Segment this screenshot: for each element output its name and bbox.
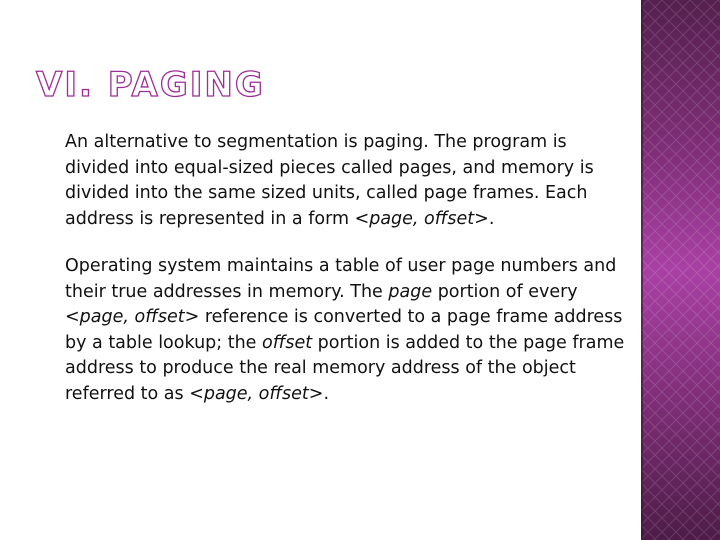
- decorative-side-panel: [641, 0, 720, 540]
- diamond-pattern: [641, 0, 720, 540]
- paragraph1-text-b: .: [488, 208, 495, 229]
- slide-title: VI. PAGING: [36, 65, 265, 105]
- paragraph2-text-d: portion is added to the page frame address to produce the real memory address of the object referred to as: [65, 332, 625, 404]
- side-panel-edge: [641, 0, 643, 540]
- term-page-offset: <page, offset>: [189, 383, 324, 404]
- paragraph-page-table: [65, 254, 625, 407]
- paragraph2-text-b: portion of every: [432, 281, 578, 302]
- paragraph2-text-a: Operating system maintains a table of user page numbers and their true addresses in memory. The: [65, 256, 617, 302]
- term-offset: offset: [262, 332, 313, 353]
- paragraph2-text-c: reference is converted to a page frame address by a table lookup; the: [65, 307, 623, 353]
- slide-body: [65, 130, 625, 407]
- paragraph-paging-definition: [65, 130, 625, 232]
- term-page-offset: <page, offset>: [65, 307, 200, 327]
- term-page: page: [388, 281, 433, 302]
- paragraph2-text-e: .: [323, 383, 330, 404]
- term-page-offset: <page, offset>: [354, 208, 489, 229]
- paragraph1-text-a: An alternative to segmentation is paging. The program is divided into equal-sized pieces called pages, and memory is divided into the same sized units, called page frames. Each address is represented in a form: [65, 132, 594, 229]
